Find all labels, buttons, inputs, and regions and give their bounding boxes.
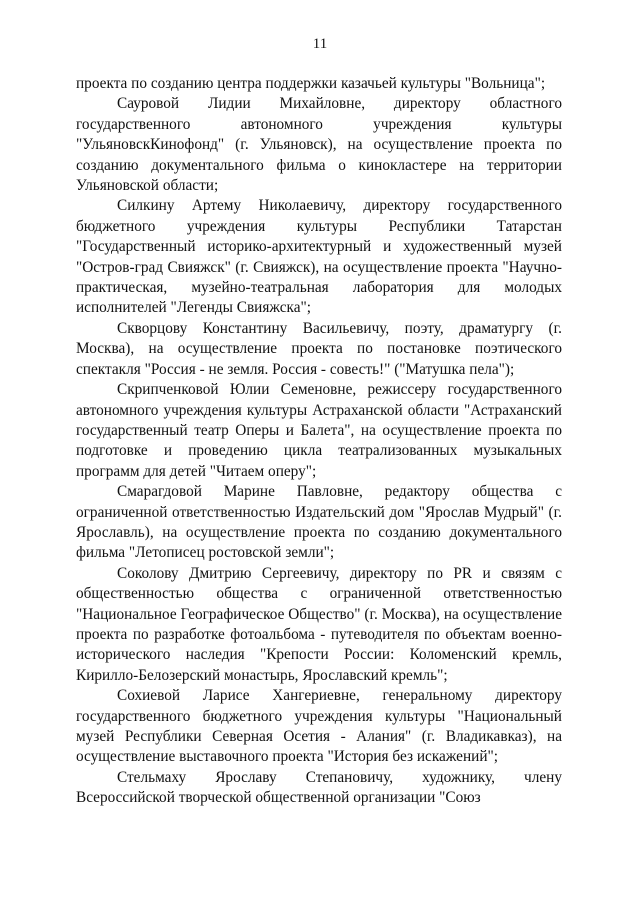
page-number: 11 (312, 36, 328, 52)
paragraph-continuation: проекта по созданию центра поддержки казачьей культуры "Вольница"; (76, 75, 546, 92)
paragraph-sokolov: Соколову Дмитрию Сергеевичу, директору по PR и связям с общественностью общества с ограниченной ответственностью "Национальное Географическое Общество" (г. Москва), на осуществление проекта по разработке фотоальбома - путеводителя по объектам военно-исторического наследия "Крепости России: Коломенский кремль, Кирилло-Белозерский монастырь, Ярославский кремль"; (76, 564, 562, 684)
document-body (76, 74, 562, 809)
paragraph-smaragdova: Смарагдовой Марине Павловне, редактору общества с ограниченной ответственностью Издательский дом "Ярослав Мудрый" (г. Ярославль), на осуществление проекта по созданию документального фильма "Летописец ростовской земли"; (76, 483, 562, 562)
paragraph-skvortsov: Скворцову Константину Васильевичу, поэту, драматургу (г. Москва), на осуществление проекта по постановке поэтического спектакля "Россия - не земля. Россия - совесть!" ("Матушка пела"); (76, 319, 562, 378)
paragraph-saurova: Сауровой Лидии Михайловне, директору областного государственного автономного учреждения культуры "УльяновскКинофонд" (г. Ульяновск), на осуществление проекта по созданию документального фильма о кинокластере на территории Ульяновской области; (76, 95, 562, 195)
paragraph-sokhieva: Сохиевой Ларисе Хангериевне, генеральному директору государственного бюджетного учреждения культуры "Национальный музей Республики Северная Осетия - Алания" (г. Владикавказ), на осуществление выставочного проекта "История без искажений"; (76, 687, 562, 766)
paragraph-skripchenkova: Скрипченковой Юлии Семеновне, режиссеру государственного автономного учреждения культуры Астраханской области "Астраханский государственный театр Оперы и Балета", на осуществление проекта по подготовке и проведению цикла театрализованных музыкальных программ для детей "Читаем оперу"; (76, 381, 562, 480)
paragraph-stelmakh: Стельмаху Ярославу Степановичу, художнику, члену Всероссийской творческой общественной организации "Союз (76, 768, 562, 807)
paragraph-silkin: Силкину Артему Николаевичу, директору государственного бюджетного учреждения культуры Республики Татарстан "Государственный историко-архитектурный и художественный музей "Остров-град Свияжск" (г. Свияжск), на осуществление проекта "Научно-практическая, музейно-театральная лаборатория для молодых исполнителей "Легенды Свияжска"; (76, 197, 562, 317)
